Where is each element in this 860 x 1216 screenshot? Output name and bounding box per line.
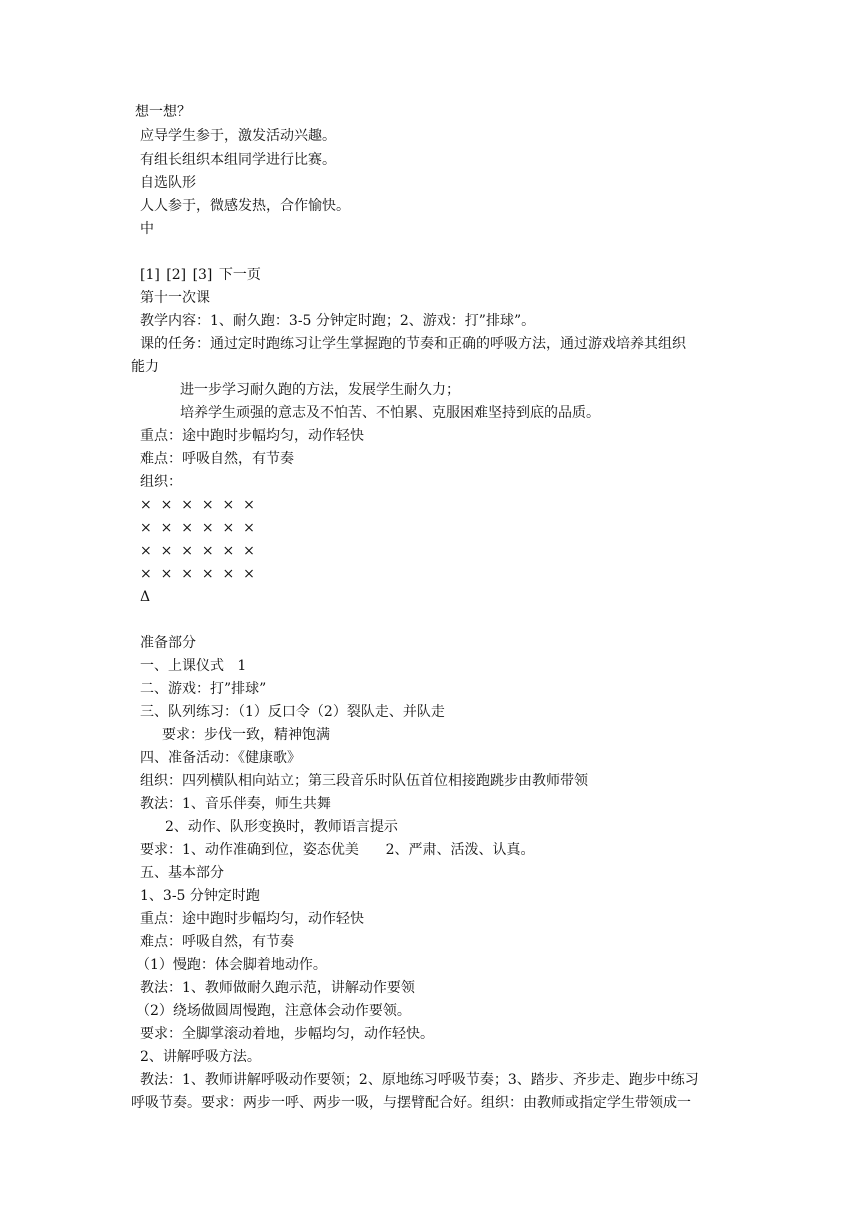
- text-line: 应导学生参于，激发活动兴趣。: [140, 128, 336, 144]
- text-line: 组织：四列横队相向站立；第三段音乐时队伍首位相接跑跳步由教师带领: [140, 773, 588, 789]
- text-line: 1、3-5 分钟定时跑: [140, 888, 260, 904]
- text-line: （1）慢跑：体会脚着地动作。: [136, 957, 327, 973]
- lesson-title: 第十一次课: [140, 290, 210, 306]
- text-line: 组织：: [140, 474, 182, 490]
- text-line: 课的任务：通过定时跑练习让学生掌握跑的节奏和正确的呼吸方法，通过游戏培养其组织: [140, 336, 686, 352]
- text-line: 教法：1、教师做耐久跑示范，讲解动作要领: [140, 980, 415, 996]
- text-line: 要求：1、动作准确到位，姿态优美 2、严肃、活泼、认真。: [140, 842, 535, 858]
- formation-row: × × × × × ×: [140, 566, 255, 582]
- text-line: 中: [140, 221, 154, 237]
- section-heading: 准备部分: [140, 635, 196, 651]
- text-line: 培养学生顽强的意志及不怕苦、不怕累、克服困难坚持到底的品质。: [180, 405, 600, 421]
- teacher-marker: Δ: [140, 589, 151, 605]
- section-heading: 五、基本部分: [140, 865, 224, 881]
- text-line: 难点：呼吸自然，有节奏: [140, 934, 294, 950]
- text-line: 重点：途中跑时步幅均匀，动作轻快: [140, 911, 364, 927]
- text-line: 要求：步伐一致，精神饱满: [162, 727, 330, 743]
- formation-row: × × × × × ×: [140, 543, 255, 559]
- text-line: 进一步学习耐久跑的方法，发展学生耐久力；: [180, 382, 460, 398]
- formation-row: × × × × × ×: [140, 520, 255, 536]
- text-line: 能力: [131, 359, 159, 375]
- text-line: 自选队形: [140, 175, 196, 191]
- text-line: 重点：途中跑时步幅均匀，动作轻快: [140, 428, 364, 444]
- text-line: 教学内容：1、耐久跑：3-5 分钟定时跑；2、游戏：打”排球”。: [140, 313, 536, 329]
- text-line: 呼吸节奏。要求：两步一呼、两步一吸，与摆臂配合好。组织：由教师或指定学生带领成一: [131, 1095, 691, 1111]
- text-line: 教法：1、教师讲解呼吸动作要领；2、原地练习呼吸节奏；3、踏步、齐步走、跑步中练习: [140, 1072, 699, 1088]
- text-line: 2、动作、队形变换时，教师语言提示: [165, 819, 398, 835]
- text-line: 三、队列练习：（1）反口令（2）裂队走、并队走: [140, 704, 445, 720]
- text-line: 2、讲解呼吸方法。: [140, 1049, 261, 1065]
- text-line: 要求：全脚掌滚动着地，步幅均匀，动作轻快。: [140, 1026, 434, 1042]
- text-line: 有组长组织本组同学进行比赛。: [140, 152, 336, 168]
- text-line: 教法：1、音乐伴奏，师生共舞: [140, 796, 331, 812]
- pagination-links[interactable]: [1] [2] [3] 下一页: [140, 267, 261, 283]
- text-line: （2）绕场做圆周慢跑，注意体会动作要领。: [136, 1003, 411, 1019]
- text-line: 一、上课仪式 1: [140, 658, 247, 674]
- text-line: 二、游戏：打”排球”: [140, 681, 267, 697]
- formation-row: × × × × × ×: [140, 497, 255, 513]
- text-line: 难点：呼吸自然，有节奏: [140, 451, 294, 467]
- text-line: 四、准备活动：《健康歌》: [140, 750, 301, 766]
- text-line: 想一想？: [135, 104, 191, 120]
- text-line: 人人参于，微感发热，合作愉快。: [140, 198, 350, 214]
